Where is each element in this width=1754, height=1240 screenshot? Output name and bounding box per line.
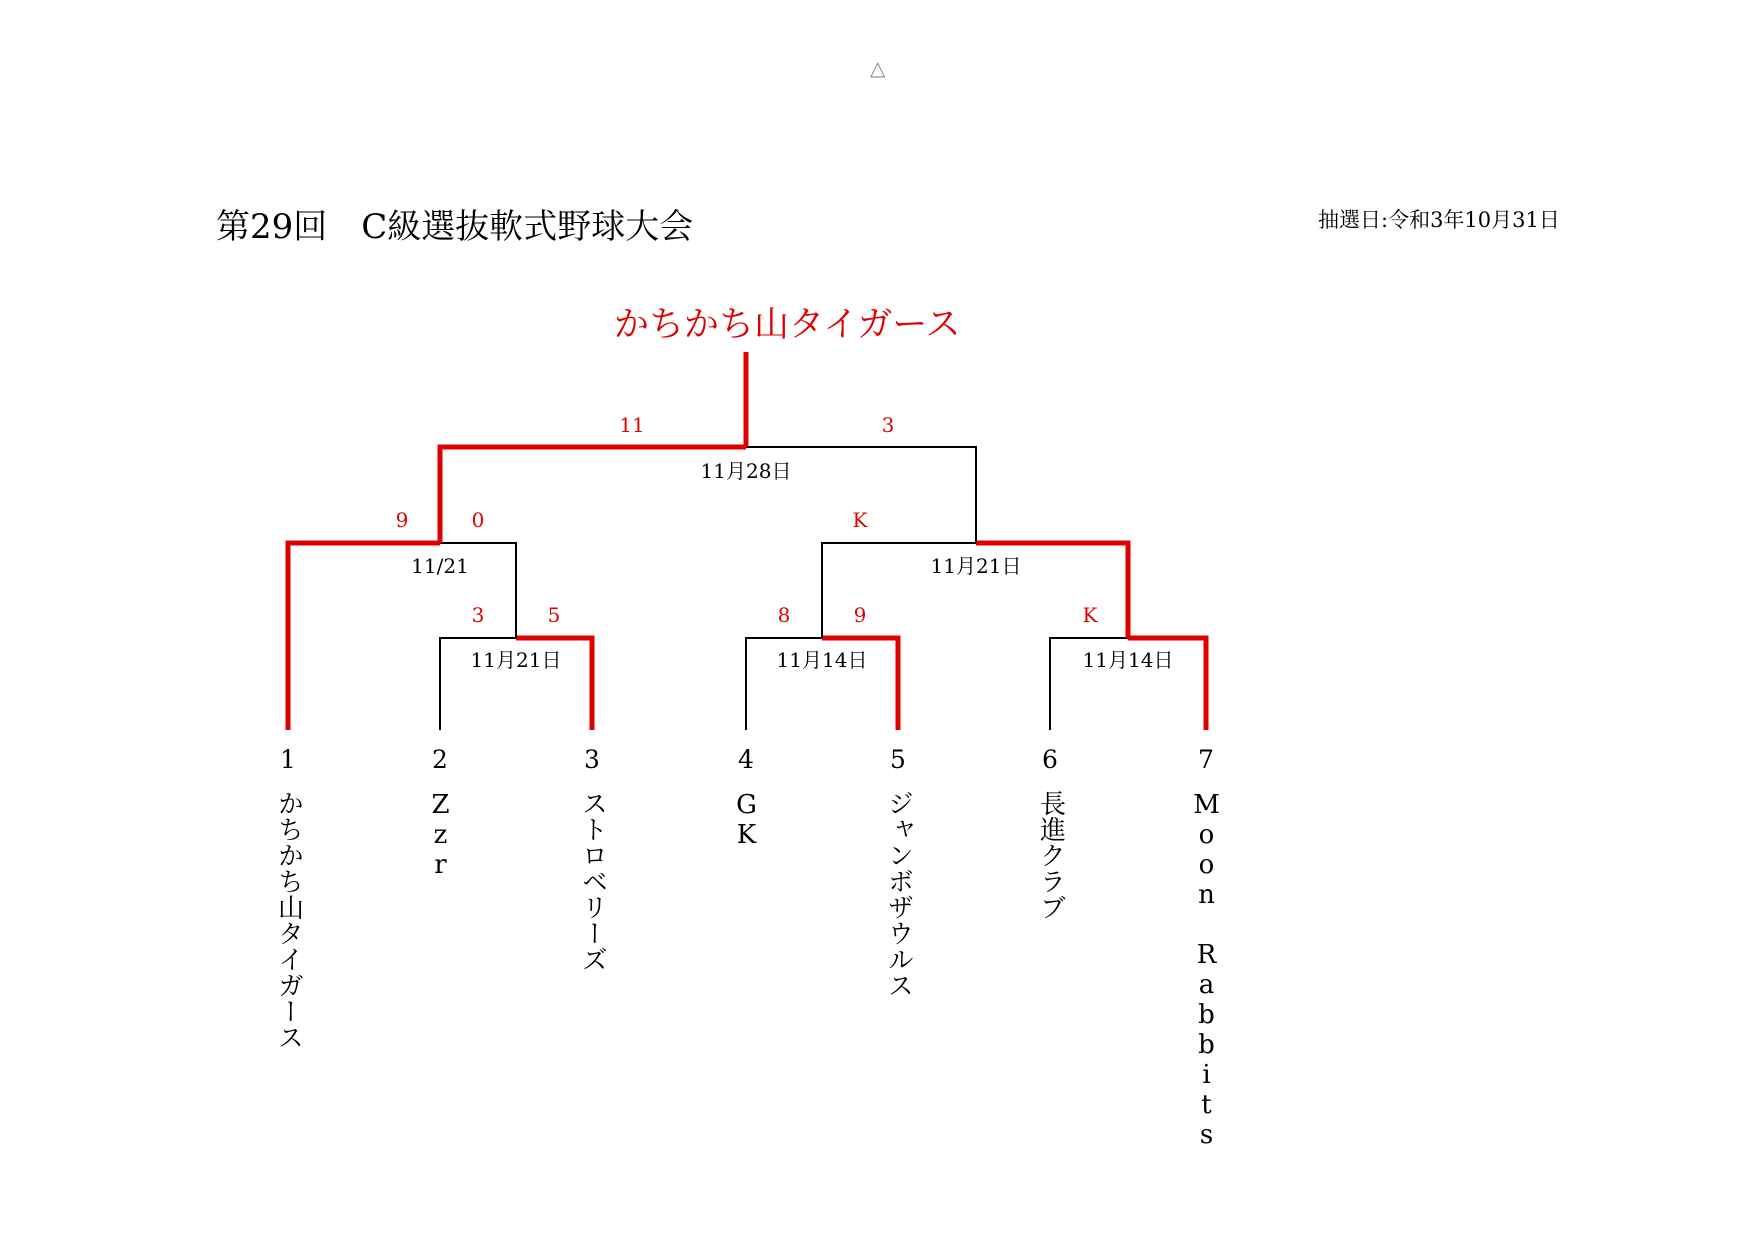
team-seed: 2 bbox=[432, 745, 448, 774]
r1a-score-right: 5 bbox=[547, 603, 561, 627]
final-score-right: 3 bbox=[881, 413, 895, 437]
final-date: 11月28日 bbox=[700, 459, 792, 483]
team-7 bbox=[1186, 744, 1226, 1150]
sfl-score-left: 9 bbox=[395, 508, 409, 532]
team-seed: 4 bbox=[738, 745, 754, 774]
team-name: かちかち山タイガース bbox=[273, 790, 304, 1050]
team-name: ジャンボザウルス bbox=[883, 790, 914, 998]
r1b-date: 11月14日 bbox=[776, 648, 868, 672]
team-name: Moon Rabbits bbox=[1191, 790, 1222, 1150]
r1a-score-left: 3 bbox=[471, 603, 485, 627]
team-4 bbox=[726, 744, 766, 850]
page-title: 第29回 C級選抜軟式野球大会 bbox=[216, 207, 694, 247]
top-mark: △ bbox=[870, 56, 886, 80]
r1b-score-left: 8 bbox=[777, 603, 791, 627]
team-seed: 1 bbox=[280, 745, 296, 774]
final-score-left: 11 bbox=[619, 413, 645, 437]
sfl-date: 11/21 bbox=[411, 554, 469, 578]
team-seed: 6 bbox=[1042, 745, 1058, 774]
team-3 bbox=[572, 744, 612, 972]
sfl-score-right: 0 bbox=[471, 508, 485, 532]
r1c-date: 11月14日 bbox=[1082, 648, 1174, 672]
team-1 bbox=[268, 744, 308, 1050]
team-seed: 7 bbox=[1198, 745, 1214, 774]
team-6 bbox=[1030, 744, 1070, 920]
team-5 bbox=[878, 744, 918, 998]
sfr-score-left: K bbox=[852, 508, 868, 532]
team-name: Zzr bbox=[425, 790, 456, 880]
team-name: GK bbox=[731, 790, 762, 850]
team-name: ストロベリーズ bbox=[577, 790, 608, 972]
draw-date: 抽選日:令和3年10月31日 bbox=[1318, 208, 1560, 232]
r1b-score-right: 9 bbox=[853, 603, 867, 627]
team-seed: 3 bbox=[584, 745, 600, 774]
r1c-score-right: K bbox=[1082, 603, 1098, 627]
champion-name: かちかち山タイガース bbox=[614, 305, 961, 345]
team-name: 長進クラブ bbox=[1035, 790, 1066, 920]
sfr-date: 11月21日 bbox=[930, 554, 1022, 578]
r1a-date: 11月21日 bbox=[470, 648, 562, 672]
team-2 bbox=[420, 744, 460, 880]
team-seed: 5 bbox=[890, 745, 906, 774]
